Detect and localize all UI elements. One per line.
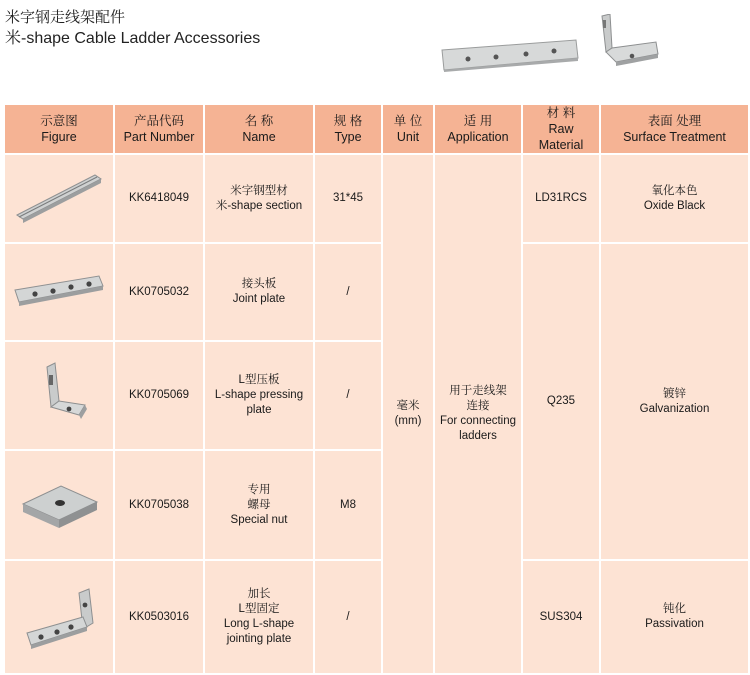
header-name: 名 称 Name <box>204 104 314 154</box>
name-cell: 专用 螺母 Special nut <box>204 450 314 560</box>
figure-cell <box>4 560 114 674</box>
material-cell: LD31RCS <box>522 154 600 243</box>
name-cell: L型压板 L-shape pressing plate <box>204 341 314 450</box>
part-number-cell: KK0705038 <box>114 450 204 560</box>
header-surface-treatment: 表面 处理 Surface Treatment <box>600 104 749 154</box>
part-number-cell: KK6418049 <box>114 154 204 243</box>
long-l-plate-icon <box>9 575 109 655</box>
part-number-cell: KK0705069 <box>114 341 204 450</box>
surface-cell: 氧化本色 Oxide Black <box>600 154 749 243</box>
part-number-cell: KK0705032 <box>114 243 204 341</box>
figure-cell <box>4 154 114 243</box>
special-nut-icon <box>9 468 109 538</box>
table-header-row <box>4 104 749 154</box>
table-row <box>4 560 749 674</box>
header-figure: 示意图 Figure <box>4 104 114 154</box>
section-profile-icon <box>9 161 109 231</box>
figure-cell <box>4 450 114 560</box>
table-row <box>4 154 749 243</box>
name-cell: 加长 L型固定 Long L-shape jointing plate <box>204 560 314 674</box>
type-cell: M8 <box>314 450 382 560</box>
page-title <box>5 8 260 50</box>
accessories-table <box>3 103 750 675</box>
type-cell: / <box>314 243 382 341</box>
type-cell: 31*45 <box>314 154 382 243</box>
header-part-number: 产品代码 Part Number <box>114 104 204 154</box>
joint-plate-icon <box>9 260 109 320</box>
table-row <box>4 243 749 341</box>
surface-cell: 镀锌 Galvanization <box>600 243 749 560</box>
unit-cell: 毫米 (mm) <box>382 154 434 674</box>
joint-plate-illustration <box>440 36 580 72</box>
part-number-cell: KK0503016 <box>114 560 204 674</box>
name-cell: 米字钢型材 米-shape section <box>204 154 314 243</box>
name-cell: 接头板 Joint plate <box>204 243 314 341</box>
header-type: 规 格 Type <box>314 104 382 154</box>
surface-cell: 钝化 Passivation <box>600 560 749 674</box>
title-english: 米-shape Cable Ladder Accessories <box>5 30 261 47</box>
figure-cell <box>4 243 114 341</box>
material-cell: Q235 <box>522 243 600 560</box>
type-cell: / <box>314 341 382 450</box>
header-application: 适 用 Application <box>434 104 522 154</box>
header-raw-material: 材 料 Raw Material <box>522 104 600 154</box>
l-pressing-plate-icon <box>9 353 109 433</box>
header-unit: 单 位 Unit <box>382 104 434 154</box>
material-cell: SUS304 <box>522 560 600 674</box>
title-chinese: 米字钢走线架配件 <box>5 9 126 26</box>
type-cell: / <box>314 560 382 674</box>
figure-cell <box>4 341 114 450</box>
l-pressing-plate-illustration <box>598 14 668 70</box>
application-cell: 用于走线架 连接 For connecting ladders <box>434 154 522 674</box>
